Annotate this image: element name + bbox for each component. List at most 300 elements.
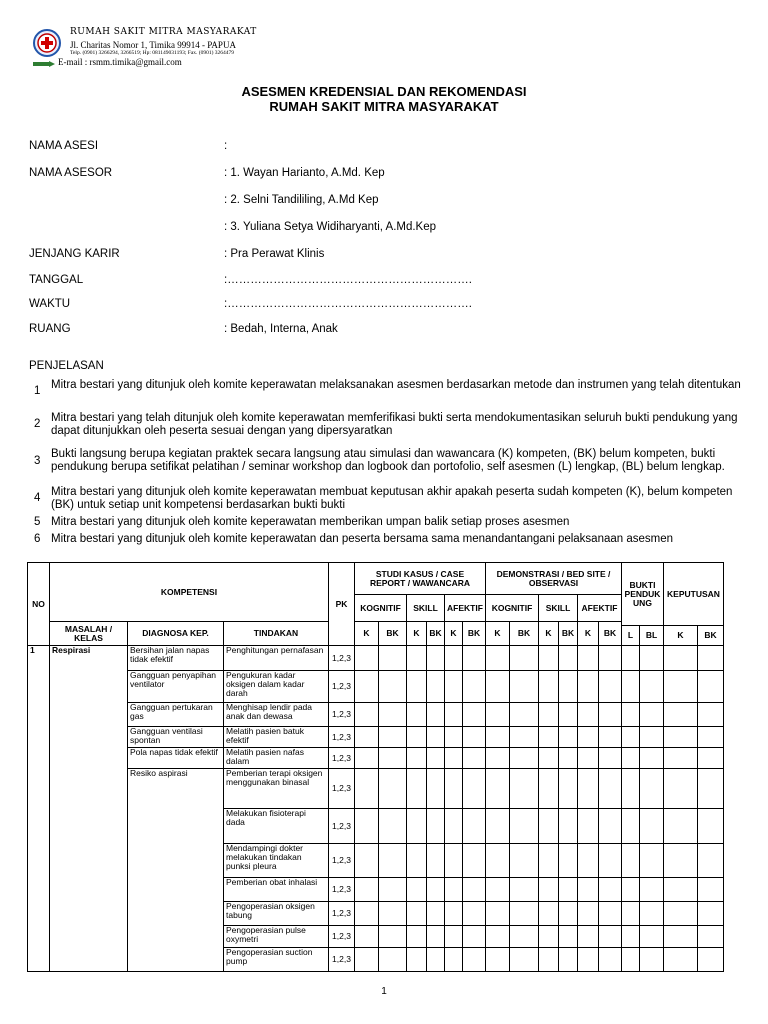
assessment-cell[interactable]: [640, 727, 664, 748]
assessment-cell[interactable]: [407, 948, 427, 972]
assessment-cell[interactable]: [578, 748, 599, 769]
row-masalah: [50, 809, 128, 844]
assessment-cell[interactable]: [698, 878, 724, 902]
assessment-cell[interactable]: [510, 703, 539, 727]
assessment-cell[interactable]: [445, 948, 463, 972]
row-masalah: [50, 748, 128, 769]
assessment-cell[interactable]: [463, 902, 486, 926]
assessment-cell[interactable]: [698, 703, 724, 727]
assessment-cell[interactable]: [355, 646, 379, 671]
row-masalah: [50, 926, 128, 948]
assessment-cell[interactable]: [510, 646, 539, 671]
assessment-cell[interactable]: [486, 878, 510, 902]
row-diagnosa: Gangguan pertukaran gas: [128, 703, 224, 727]
assessment-cell[interactable]: [427, 809, 445, 844]
assessment-cell[interactable]: [379, 703, 407, 727]
header-studi-kasus: STUDI KASUS / CASE REPORT / WAWANCARA: [355, 563, 486, 595]
assessment-cell[interactable]: [379, 948, 407, 972]
header-bk: BK: [463, 622, 486, 646]
assessment-cell[interactable]: [640, 646, 664, 671]
assessment-cell[interactable]: [539, 748, 559, 769]
assessment-cell[interactable]: [463, 878, 486, 902]
row-diagnosa: [128, 844, 224, 878]
row-masalah: [50, 878, 128, 902]
assessment-cell[interactable]: [599, 769, 622, 809]
assessment-cell[interactable]: [664, 748, 698, 769]
item-number: 1: [34, 385, 41, 397]
row-masalah: [50, 844, 128, 878]
assessment-cell[interactable]: [539, 671, 559, 703]
jenjang-label: JENJANG KARIR: [29, 248, 120, 260]
assessment-cell[interactable]: [379, 727, 407, 748]
assessment-cell[interactable]: [578, 902, 599, 926]
row-masalah: [50, 671, 128, 703]
assessment-cell[interactable]: [379, 748, 407, 769]
row-masalah: [50, 727, 128, 748]
assessment-cell[interactable]: [698, 646, 724, 671]
header-bk: BK: [599, 622, 622, 646]
header-skill: SKILL: [407, 595, 445, 622]
assessment-cell[interactable]: [445, 703, 463, 727]
table-row: [28, 948, 724, 972]
assessment-cell[interactable]: [445, 748, 463, 769]
assessment-cell[interactable]: [599, 809, 622, 844]
assessment-cell[interactable]: [510, 926, 539, 948]
header-demonstrasi: DEMONSTRASI / BED SITE / OBSERVASI: [486, 563, 622, 595]
header-masalah: MASALAH / KELAS: [50, 622, 128, 646]
assessment-cell[interactable]: [640, 878, 664, 902]
assessment-cell[interactable]: [622, 646, 640, 671]
assessment-cell[interactable]: [379, 878, 407, 902]
asesor-3: : 3. Yuliana Setya Widiharyanti, A.Md.Kep: [224, 221, 437, 233]
assessment-cell[interactable]: [622, 844, 640, 878]
assessment-cell[interactable]: [445, 809, 463, 844]
assessment-cell[interactable]: [599, 748, 622, 769]
assessment-cell[interactable]: [355, 727, 379, 748]
assessment-cell[interactable]: [427, 926, 445, 948]
assessment-cell[interactable]: [510, 748, 539, 769]
assessment-cell[interactable]: [578, 809, 599, 844]
assessment-cell[interactable]: [698, 926, 724, 948]
table-row: [28, 727, 724, 748]
item-number: 5: [34, 516, 41, 528]
assessment-cell[interactable]: [599, 948, 622, 972]
table-row: [28, 809, 724, 844]
assessment-table: [27, 562, 724, 972]
row-diagnosa: [128, 902, 224, 926]
row-tindakan: Mendampingi dokter melakukan tindakan punksi pleura: [224, 844, 329, 878]
assessment-cell[interactable]: [578, 671, 599, 703]
assessment-cell[interactable]: [640, 769, 664, 809]
header-k: K: [445, 622, 463, 646]
assessment-cell[interactable]: [445, 926, 463, 948]
assessment-cell[interactable]: [445, 727, 463, 748]
assessment-cell[interactable]: [622, 809, 640, 844]
row-no: [28, 809, 50, 844]
assessment-cell[interactable]: [427, 671, 445, 703]
document-subtitle: RUMAH SAKIT MITRA MASYARAKAT: [269, 99, 499, 114]
assessment-cell[interactable]: [559, 878, 578, 902]
assessment-cell[interactable]: [698, 809, 724, 844]
header-kognitif: KOGNITIF: [355, 595, 407, 622]
assessment-cell[interactable]: [664, 926, 698, 948]
assessment-cell[interactable]: [510, 671, 539, 703]
assessment-cell[interactable]: [640, 902, 664, 926]
tanggal-value: :……………………………………………………….: [224, 274, 472, 286]
item-text: Mitra bestari yang telah ditunjuk oleh komite keperawatan memferifikasi bukti serta mendokumentasikan seluruh bukti pendukung yang dapat ditunjukkan oleh peserta sesuai dengan yang dipersyaratkan: [51, 412, 738, 437]
assessment-cell[interactable]: [407, 902, 427, 926]
assessment-cell[interactable]: [427, 948, 445, 972]
assessment-cell[interactable]: [698, 948, 724, 972]
assessment-cell[interactable]: [407, 671, 427, 703]
assessment-cell[interactable]: [698, 844, 724, 878]
assessment-cell[interactable]: [599, 926, 622, 948]
row-no: [28, 748, 50, 769]
item-text: Bukti langsung berupa kegiatan praktek secara langsung atau simulasi dan wawancara (K) kompeten, (BK) belum kompeten, bukti pendukung berupa setifikat pelatihan / seminar workshop dan logbook dan portofolio, self asesmen (L) lengkap, (BL) belum lengkap.: [51, 448, 725, 473]
assessment-cell[interactable]: [559, 671, 578, 703]
assessment-cell[interactable]: [463, 646, 486, 671]
assessment-cell[interactable]: [539, 646, 559, 671]
assessment-cell[interactable]: [445, 646, 463, 671]
assessment-cell[interactable]: [445, 671, 463, 703]
assessment-cell[interactable]: [539, 844, 559, 878]
assessment-cell[interactable]: [578, 646, 599, 671]
header-bl: BL: [640, 626, 664, 646]
assessment-cell[interactable]: [622, 926, 640, 948]
assessment-cell[interactable]: [510, 902, 539, 926]
row-pk: 1,2,3: [329, 671, 355, 703]
assessment-cell[interactable]: [427, 703, 445, 727]
header-diagnosa: DIAGNOSA KEP.: [128, 622, 224, 646]
assessment-cell[interactable]: [559, 769, 578, 809]
assessment-cell[interactable]: [559, 727, 578, 748]
assessment-cell[interactable]: [559, 646, 578, 671]
assessment-cell[interactable]: [559, 926, 578, 948]
assessment-cell[interactable]: [539, 926, 559, 948]
row-tindakan: Melakukan fisioterapi dada: [224, 809, 329, 844]
waktu-label: WAKTU: [29, 298, 71, 310]
row-tindakan: Pengukuran kadar oksigen dalam kadar darah: [224, 671, 329, 703]
assessment-cell[interactable]: [407, 646, 427, 671]
header-k: K: [664, 626, 698, 646]
ruang-value: : Bedah, Interna, Anak: [224, 323, 338, 335]
assessment-cell[interactable]: [463, 769, 486, 809]
assessment-cell[interactable]: [463, 671, 486, 703]
assessment-cell[interactable]: [622, 727, 640, 748]
assessment-cell[interactable]: [407, 926, 427, 948]
document-title: ASESMEN KREDENSIAL DAN REKOMENDASI: [241, 84, 527, 99]
table-row: [28, 769, 724, 809]
header-bk: BK: [510, 622, 539, 646]
row-no: [28, 926, 50, 948]
row-pk: 1,2,3: [329, 769, 355, 809]
item-text: Mitra bestari yang ditunjuk oleh komite keperawatan memberikan umpan balik setiap proses asesmen: [51, 516, 570, 528]
assessment-cell[interactable]: [445, 878, 463, 902]
assessment-cell[interactable]: [640, 809, 664, 844]
item-text: Mitra bestari yang ditunjuk oleh komite keperawatan melaksanakan asesmen berdasarkan metode dan instrumen yang telah ditentukan: [51, 379, 741, 391]
assessment-cell[interactable]: [379, 769, 407, 809]
assessment-cell[interactable]: [578, 727, 599, 748]
row-masalah: [50, 948, 128, 972]
assessment-cell[interactable]: [355, 844, 379, 878]
assessment-cell[interactable]: [664, 844, 698, 878]
assessment-cell[interactable]: [578, 926, 599, 948]
assessment-cell[interactable]: [664, 671, 698, 703]
header-k: K: [355, 622, 379, 646]
table-row: [28, 748, 724, 769]
row-no: [28, 844, 50, 878]
hospital-email: E-mail : rsmm.timika@gmail.com: [58, 57, 182, 67]
assessment-cell[interactable]: [539, 809, 559, 844]
row-pk: 1,2,3: [329, 926, 355, 948]
assessment-cell[interactable]: [486, 809, 510, 844]
assessment-cell[interactable]: [379, 902, 407, 926]
assessment-cell[interactable]: [559, 809, 578, 844]
assessment-cell[interactable]: [599, 844, 622, 878]
header-tindakan: TINDAKAN: [224, 622, 329, 646]
header-keputusan: KEPUTUSAN: [664, 563, 724, 626]
assessment-cell[interactable]: [622, 878, 640, 902]
row-no: [28, 703, 50, 727]
assessment-cell[interactable]: [622, 671, 640, 703]
header-skill: SKILL: [539, 595, 578, 622]
assessment-cell[interactable]: [599, 671, 622, 703]
assessment-cell[interactable]: [407, 878, 427, 902]
assessment-cell[interactable]: [578, 769, 599, 809]
assessment-cell[interactable]: [599, 703, 622, 727]
penjelasan-heading: PENJELASAN: [29, 360, 104, 372]
row-diagnosa: Gangguan ventilasi spontan: [128, 727, 224, 748]
assessment-cell[interactable]: [539, 727, 559, 748]
assessment-cell[interactable]: [510, 878, 539, 902]
assessment-cell[interactable]: [445, 769, 463, 809]
assessment-cell[interactable]: [463, 948, 486, 972]
header-k: K: [578, 622, 599, 646]
assessment-cell[interactable]: [407, 844, 427, 878]
assessment-cell[interactable]: [622, 748, 640, 769]
item-number: 2: [34, 418, 41, 430]
assessment-cell[interactable]: [539, 878, 559, 902]
row-diagnosa: [128, 878, 224, 902]
item-text: Mitra bestari yang ditunjuk oleh komite keperawatan membuat keputusan akhir apakah peserta sudah kompeten (K), belum kompeten (BK) untuk setiap unit kompetensi berdasarkan bukti bukti: [51, 486, 733, 511]
item-number: 4: [34, 492, 41, 504]
row-pk: 1,2,3: [329, 809, 355, 844]
assessment-cell[interactable]: [379, 671, 407, 703]
assessment-cell[interactable]: [599, 727, 622, 748]
assessment-cell[interactable]: [698, 671, 724, 703]
header-bk: BK: [559, 622, 578, 646]
row-no: [28, 671, 50, 703]
assessment-cell[interactable]: [578, 703, 599, 727]
assessment-cell[interactable]: [355, 748, 379, 769]
assessment-cell[interactable]: [664, 703, 698, 727]
assessment-cell[interactable]: [664, 769, 698, 809]
row-tindakan: Pengoperasian suction pump: [224, 948, 329, 972]
assessment-cell[interactable]: [427, 878, 445, 902]
assessment-cell[interactable]: [539, 769, 559, 809]
assessment-cell[interactable]: [539, 948, 559, 972]
table-row: [28, 926, 724, 948]
hospital-phone: Telp. (0901) 3266294, 3266519; Hp: 081149031193; Fax. (0901) 3264479: [70, 50, 235, 56]
assessment-cell[interactable]: [486, 727, 510, 748]
assessment-cell[interactable]: [486, 948, 510, 972]
assessment-cell[interactable]: [355, 948, 379, 972]
assessment-cell[interactable]: [486, 646, 510, 671]
assessment-cell[interactable]: [407, 727, 427, 748]
assessment-cell[interactable]: [578, 878, 599, 902]
row-tindakan: Pemberian terapi oksigen menggunakan binasal: [224, 769, 329, 809]
nama-asesi-value: :: [224, 140, 228, 152]
row-no: [28, 878, 50, 902]
row-tindakan: Melatih pasien nafas dalam: [224, 748, 329, 769]
row-no: [28, 948, 50, 972]
assessment-cell[interactable]: [463, 926, 486, 948]
assessment-cell[interactable]: [698, 769, 724, 809]
assessment-cell[interactable]: [599, 902, 622, 926]
assessment-cell[interactable]: [510, 727, 539, 748]
row-diagnosa: Bersihan jalan napas tidak efektif: [128, 646, 224, 671]
row-masalah: [50, 703, 128, 727]
assessment-cell[interactable]: [640, 703, 664, 727]
row-tindakan: Menghisap lendir pada anak dan dewasa: [224, 703, 329, 727]
assessment-cell[interactable]: [355, 769, 379, 809]
assessment-cell[interactable]: [664, 727, 698, 748]
assessment-cell[interactable]: [427, 727, 445, 748]
item-text: Mitra bestari yang ditunjuk oleh komite keperawatan dan peserta bersama sama menandantangani pelaksanaan asesmen: [51, 533, 674, 545]
row-masalah: Respirasi: [50, 646, 128, 671]
hospital-logo: [33, 29, 61, 57]
header-bk: BK: [698, 626, 724, 646]
assessment-cell[interactable]: [427, 902, 445, 926]
assessment-cell[interactable]: [640, 671, 664, 703]
assessment-cell[interactable]: [640, 948, 664, 972]
table-row: [28, 646, 724, 671]
assessment-cell[interactable]: [463, 809, 486, 844]
assessment-cell[interactable]: [664, 878, 698, 902]
assessment-cell[interactable]: [445, 844, 463, 878]
assessment-cell[interactable]: [539, 703, 559, 727]
assessment-cell[interactable]: [355, 671, 379, 703]
assessment-cell[interactable]: [407, 703, 427, 727]
row-pk: 1,2,3: [329, 902, 355, 926]
table-row: [28, 703, 724, 727]
assessment-cell[interactable]: [510, 809, 539, 844]
header-afektif: AFEKTIF: [578, 595, 622, 622]
assessment-cell[interactable]: [486, 926, 510, 948]
assessment-cell[interactable]: [640, 748, 664, 769]
row-diagnosa: [128, 926, 224, 948]
jenjang-value: : Pra Perawat Klinis: [224, 248, 325, 260]
assessment-cell[interactable]: [355, 878, 379, 902]
row-tindakan: Pengoperasian pulse oxymetri: [224, 926, 329, 948]
assessment-cell[interactable]: [559, 703, 578, 727]
assessment-cell[interactable]: [664, 902, 698, 926]
assessment-cell[interactable]: [599, 878, 622, 902]
assessment-cell[interactable]: [407, 769, 427, 809]
row-pk: 1,2,3: [329, 948, 355, 972]
assessment-cell[interactable]: [463, 703, 486, 727]
assessment-cell[interactable]: [698, 748, 724, 769]
assessment-cell[interactable]: [379, 646, 407, 671]
assessment-cell[interactable]: [486, 902, 510, 926]
assessment-cell[interactable]: [463, 748, 486, 769]
assessment-cell[interactable]: [640, 926, 664, 948]
assessment-cell[interactable]: [355, 902, 379, 926]
assessment-cell[interactable]: [622, 948, 640, 972]
header-k: K: [539, 622, 559, 646]
assessment-cell[interactable]: [379, 926, 407, 948]
assessment-cell[interactable]: [427, 646, 445, 671]
assessment-cell[interactable]: [578, 948, 599, 972]
row-tindakan: Pemberian obat inhalasi: [224, 878, 329, 902]
assessment-cell[interactable]: [622, 902, 640, 926]
assessment-cell[interactable]: [463, 844, 486, 878]
row-no: [28, 769, 50, 809]
assessment-cell[interactable]: [486, 703, 510, 727]
assessment-cell[interactable]: [379, 844, 407, 878]
assessment-cell[interactable]: [622, 769, 640, 809]
assessment-cell[interactable]: [622, 703, 640, 727]
item-number: 6: [34, 533, 41, 545]
assessment-cell[interactable]: [486, 844, 510, 878]
row-masalah: [50, 902, 128, 926]
row-pk: 1,2,3: [329, 844, 355, 878]
assessment-cell[interactable]: [578, 844, 599, 878]
assessment-cell[interactable]: [427, 844, 445, 878]
assessment-cell[interactable]: [559, 902, 578, 926]
header-k: K: [407, 622, 427, 646]
row-masalah: [50, 769, 128, 809]
header-bk: BK: [427, 622, 445, 646]
assessment-cell[interactable]: [698, 902, 724, 926]
assessment-cell[interactable]: [539, 902, 559, 926]
assessment-cell[interactable]: [664, 646, 698, 671]
assessment-cell[interactable]: [445, 902, 463, 926]
assessment-cell[interactable]: [427, 748, 445, 769]
assessment-cell[interactable]: [640, 844, 664, 878]
assessment-cell[interactable]: [510, 769, 539, 809]
assessment-cell[interactable]: [510, 844, 539, 878]
assessment-cell[interactable]: [599, 646, 622, 671]
row-diagnosa: [128, 809, 224, 844]
row-diagnosa: Resiko aspirasi: [128, 769, 224, 809]
nama-asesi-label: NAMA ASESI: [29, 140, 99, 152]
row-pk: 1,2,3: [329, 703, 355, 727]
assessment-cell[interactable]: [407, 748, 427, 769]
assessment-cell[interactable]: [427, 769, 445, 809]
assessment-cell[interactable]: [355, 703, 379, 727]
assessment-cell[interactable]: [355, 926, 379, 948]
assessment-cell[interactable]: [510, 948, 539, 972]
assessment-cell[interactable]: [559, 844, 578, 878]
assessment-cell[interactable]: [486, 671, 510, 703]
row-tindakan: Penghitungan pernafasan: [224, 646, 329, 671]
assessment-cell[interactable]: [664, 809, 698, 844]
assessment-cell[interactable]: [559, 748, 578, 769]
assessment-cell[interactable]: [664, 948, 698, 972]
hospital-address: Jl. Charitas Nomor 1, Timika 99914 - PAPUA: [70, 40, 236, 50]
row-diagnosa: Gangguan penyapihan ventilator: [128, 671, 224, 703]
assessment-cell[interactable]: [559, 948, 578, 972]
assessment-cell[interactable]: [463, 727, 486, 748]
assessment-cell[interactable]: [355, 809, 379, 844]
assessment-cell[interactable]: [698, 727, 724, 748]
assessment-cell[interactable]: [486, 769, 510, 809]
assessment-cell[interactable]: [486, 748, 510, 769]
assessment-cell[interactable]: [379, 809, 407, 844]
assessment-cell[interactable]: [407, 809, 427, 844]
table-row: [28, 671, 724, 703]
